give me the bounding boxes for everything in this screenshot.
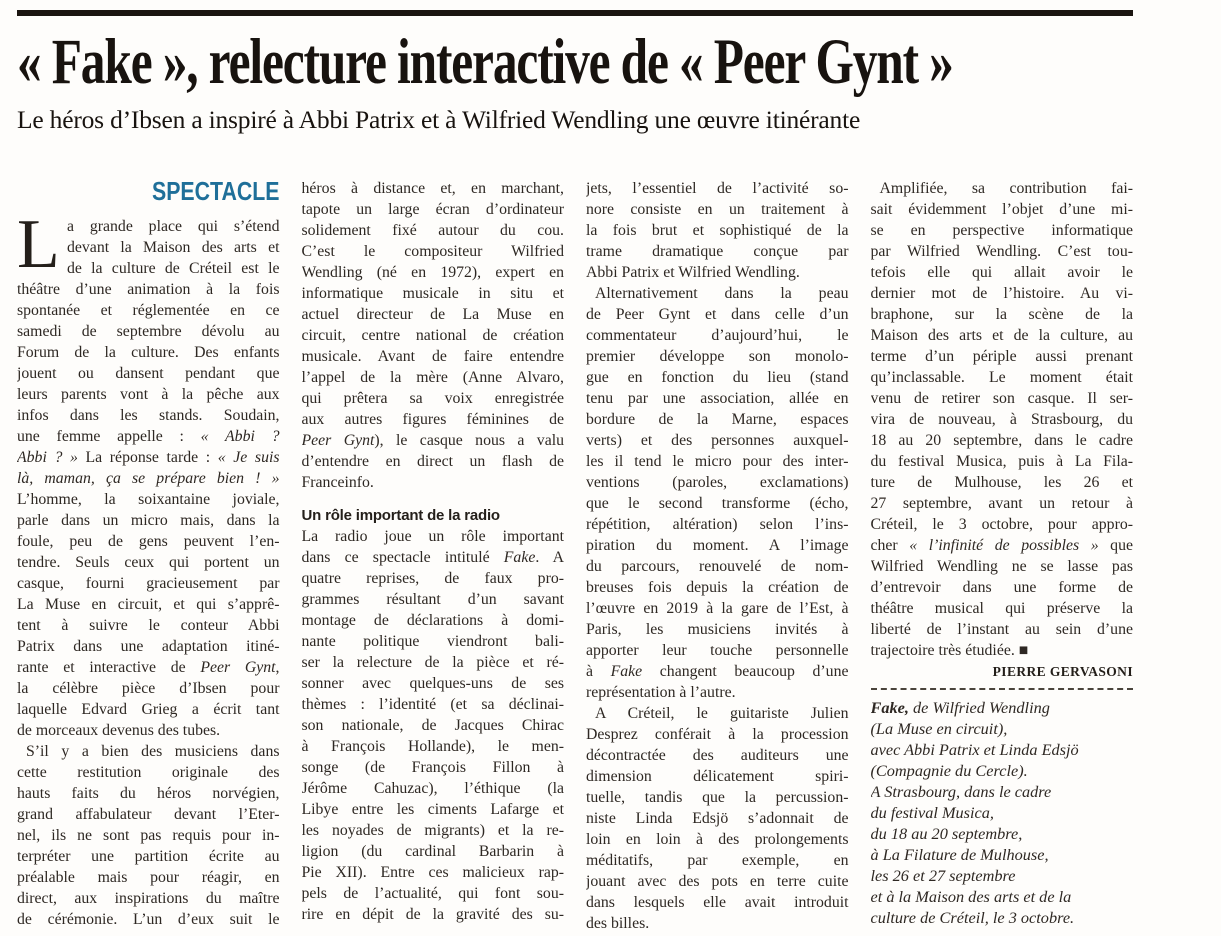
- credit-line: Fake, de Wilfried Wendling: [870, 698, 1050, 717]
- article-headline: [17, 24, 1221, 102]
- body-line: répétition, altération) selon l’ins-: [586, 516, 849, 533]
- body-line: trame dramatique conçue par: [586, 243, 849, 260]
- body-line: héros à distance et, en marchant,: [301, 180, 564, 197]
- section-kicker: [17, 178, 280, 204]
- body-line: hauts faits du héros norvégien,: [17, 785, 280, 802]
- body-line: qu’inclassable. Le moment était: [870, 369, 1133, 386]
- body-line: apporter leur touche personnelle: [586, 642, 849, 659]
- body-line: grammes résultant d’un savant: [301, 591, 564, 608]
- paragraph: [17, 206, 280, 741]
- credit-line: du 18 au 20 septembre,: [870, 824, 1023, 843]
- body-line: une femme appelle : « Abbi ?: [17, 428, 280, 445]
- body-line: méditatifs, par exemple, en: [586, 852, 849, 869]
- body-line: que le second transforme (écho,: [586, 495, 849, 512]
- body-line: nel, ils ne sont pas requis pour in-: [17, 827, 280, 844]
- body-line: dans ce spectacle intitulé Fake. A: [301, 549, 564, 566]
- article-column-2: [302, 178, 565, 936]
- body-line: théâtre d’une animation à la fois: [17, 281, 280, 298]
- body-line: de Peer Gynt et dans celle d’un: [586, 306, 849, 323]
- body-line: sait évidemment l’objet d’une mi-: [870, 201, 1133, 218]
- body-line: se en perspective informatique: [870, 222, 1133, 239]
- body-line: La radio joue un rôle important: [301, 528, 564, 545]
- body-line: ligion (du cardinal Barbarin à: [301, 843, 564, 860]
- credit-line: culture de Créteil, le 3 octobre.: [870, 908, 1075, 927]
- body-line: nante politique viendront bali-: [301, 633, 564, 650]
- article-headline-text: « Fake », relecture interactive de « Peer Gynt »: [17, 26, 953, 98]
- body-line: ser la relecture de la pièce et ré-: [301, 654, 564, 671]
- credit-line: les 26 et 27 septembre: [870, 866, 1016, 885]
- body-line: nore consiste en un traitement à: [586, 201, 849, 218]
- section-subhead: Un rôle important de la radio: [301, 507, 500, 524]
- body-line: rire en dépit de la gravité des su-: [301, 906, 564, 923]
- body-line: Franceinfo.: [301, 474, 374, 491]
- article-column-4: [871, 178, 1134, 936]
- body-line: 27 septembre, avant un retour à: [870, 495, 1133, 512]
- body-line: laquelle Edvard Grieg a écrit tant: [17, 701, 280, 718]
- body-line: d’entrevoir dans une forme de: [870, 579, 1133, 596]
- body-line: thèmes : l’identité (et sa déclinai-: [301, 696, 564, 713]
- body-line: Jérôme Cahuzac), l’éthique (la: [301, 780, 564, 797]
- body-line: montage de déclarations à domi-: [301, 612, 564, 629]
- paragraph: [302, 178, 565, 493]
- body-line: aux autres figures féminines de: [301, 411, 564, 428]
- body-line: Wendling (né en 1972), expert en: [301, 264, 564, 281]
- body-line: premier développe son monolo-: [586, 348, 849, 365]
- credit-line: du festival Musica,: [870, 803, 994, 822]
- body-line: circuit, centre national de création: [301, 327, 564, 344]
- body-line: a grande place qui s’étend: [67, 218, 280, 235]
- body-line: terme d’un périple aussi prenant: [870, 348, 1133, 365]
- body-line: préalable mais pour réagir, en: [17, 869, 280, 886]
- paragraph: [586, 178, 849, 283]
- paragraph: [586, 283, 849, 703]
- top-rule: [17, 10, 1133, 16]
- body-line: Alternativement dans la peau: [595, 285, 849, 302]
- body-line: informatique musicale in situ et: [301, 285, 564, 302]
- body-line: de morceaux devenus des tubes.: [17, 722, 221, 739]
- credit-line: à La Filature de Mulhouse,: [870, 845, 1049, 864]
- paragraph: [17, 741, 280, 930]
- body-line: Paris, les musiciens invités à: [586, 621, 849, 638]
- body-line: tapote un large écran d’ordinateur: [301, 201, 564, 218]
- body-line: la fois brut et sophistiqué de la: [586, 222, 849, 239]
- body-line: quatre reprises, de faux pro-: [301, 570, 564, 587]
- body-line: Wilfried Wendling ne se lasse pas: [870, 558, 1133, 575]
- body-line: trajectoire très étudiée. ■: [870, 642, 1029, 659]
- body-line: là, maman, ça se prépare bien ! »: [17, 470, 280, 487]
- author-byline: PIERRE GERVASONI: [992, 664, 1133, 679]
- paragraph: [302, 526, 565, 925]
- body-line: Libye entre les ciments Lafarge et: [301, 801, 564, 818]
- credits-block: [871, 697, 1134, 928]
- body-line: à Fake changent beaucoup d’une: [586, 663, 849, 680]
- body-line: Abbi ? » La réponse tarde : « Je suis: [17, 449, 280, 466]
- body-line: braphone, sur la scène de la: [870, 306, 1133, 323]
- article-columns: [17, 178, 1133, 936]
- body-line: commentateur d’aujourd’hui, le: [586, 327, 849, 344]
- body-line: dans lesquels elle avait introduit: [586, 894, 849, 911]
- body-line: tuelle, tandis que la percussion-: [586, 789, 849, 806]
- body-line: la célèbre pièce d’Ibsen pour: [17, 680, 280, 697]
- body-line: tent à suivre le conteur Abbi: [17, 617, 280, 634]
- credit-line: (La Muse en circuit),: [870, 719, 1008, 738]
- body-line: d’entendre en direct un flash de: [301, 453, 564, 470]
- body-line: Amplifiée, sa contribution fai-: [879, 180, 1133, 197]
- article-column-1: [17, 178, 280, 936]
- body-line: leurs parents vont à la pêche aux: [17, 386, 280, 403]
- body-line: Peer Gynt), le casque nous a valu: [301, 432, 564, 449]
- body-line: bordure de la Marne, espaces: [586, 411, 849, 428]
- body-line: Forum de la culture. Des enfants: [17, 344, 280, 361]
- body-line: son nationale, de Jacques Chirac: [301, 717, 564, 734]
- credit-line: avec Abbi Patrix et Linda Edsjö: [870, 740, 1079, 759]
- body-line: La Muse en circuit, et qui s’apprê-: [17, 596, 280, 613]
- body-line: venu de retirer son casque. Il ser-: [870, 390, 1133, 407]
- body-line: du parcours, renouvelé de nom-: [586, 558, 849, 575]
- body-line: grand affabulateur devant l’Eter-: [17, 806, 280, 823]
- body-line: tefois elle qui allait avoir le: [870, 264, 1133, 281]
- body-line: rante et interactive de Peer Gynt,: [17, 659, 280, 676]
- body-line: tenu par une association, allée en: [586, 390, 849, 407]
- credit-line: et à la Maison des arts et de la: [870, 887, 1072, 906]
- body-line: jouent ou dansent pendant que: [17, 365, 280, 382]
- body-line: ventions (paroles, exclamations): [586, 474, 849, 491]
- body-line: parle dans un micro mais, dans la: [17, 512, 280, 529]
- body-line: musicale. Avant de faire entendre: [301, 348, 564, 365]
- body-line: dimension délicatement spiri-: [586, 768, 849, 785]
- body-line: décontractée des auditeurs une: [586, 747, 849, 764]
- body-line: A Créteil, le guitariste Julien: [595, 705, 849, 722]
- body-line: songe (de François Fillon à: [301, 759, 564, 776]
- body-line: devant la Maison des arts et: [67, 239, 280, 256]
- body-line: terpréter une partition écrite au: [17, 848, 280, 865]
- body-line: cette restitution originale des: [17, 764, 280, 781]
- article-subheadline: Le héros d’Ibsen a inspiré à Abbi Patrix et à Wilfried Wendling une œuvre itinérante: [17, 105, 861, 134]
- body-line: par Wilfried Wendling. C’est tou-: [870, 243, 1133, 260]
- body-line: foule, peu de gens peuvent l’en-: [17, 533, 280, 550]
- body-line: gue en fonction du lieu (stand: [586, 369, 849, 386]
- body-line: C’est le compositeur Wilfried: [301, 243, 564, 260]
- body-line: loin en loin à des prolongements: [586, 831, 849, 848]
- body-line: du festival Musica, puis à La Fila-: [870, 453, 1133, 470]
- section-kicker-text: SPECTACLE: [151, 178, 280, 206]
- body-line: piration du moment. A l’image: [586, 537, 849, 554]
- drop-cap: L: [17, 206, 60, 283]
- article-column-3: [586, 178, 849, 936]
- body-line: Abbi Patrix et Wilfried Wendling.: [586, 264, 800, 281]
- body-line: de cérémonie. L’un d’eux suit le: [17, 911, 280, 928]
- body-line: sonner avec quelques-uns de ses: [301, 675, 564, 692]
- body-line: niste Linda Edsjö s’adonnait de: [586, 810, 849, 827]
- body-line: ture de Mulhouse, les 26 et: [870, 474, 1133, 491]
- body-line: les il tend le micro pour des inter-: [586, 453, 849, 470]
- body-line: jets, l’essentiel de l’activité so-: [586, 180, 849, 197]
- body-line: Créteil, le 3 octobre, pour appro-: [870, 516, 1133, 533]
- body-line: L’homme, la soixantaine joviale,: [17, 491, 280, 508]
- body-line: casque, fourni gracieusement par: [17, 575, 280, 592]
- body-line: solidement fixé autour du cou.: [301, 222, 564, 239]
- body-line: samedi de septembre dévolu au: [17, 323, 280, 340]
- body-line: S’il y a bien des musiciens dans: [26, 743, 280, 760]
- body-line: les noyades de migrants) et la re-: [301, 822, 564, 839]
- paragraph: [871, 178, 1134, 661]
- body-line: qui prêtera sa voix enregistrée: [301, 390, 564, 407]
- body-line: des billes.: [586, 915, 650, 932]
- body-line: actuel directeur de La Muse en: [301, 306, 564, 323]
- body-line: vira de nouveau, à Strasbourg, du: [870, 411, 1133, 428]
- body-line: l’appel de la mère (Anne Alvaro,: [301, 369, 564, 386]
- body-line: infos dans les stands. Soudain,: [17, 407, 280, 424]
- body-line: Pie XII). Entre ces malicieux rap-: [301, 864, 564, 881]
- body-line: tendre. Seuls ceux qui portent un: [17, 554, 280, 571]
- body-line: théâtre musical qui préserve la: [870, 600, 1133, 617]
- body-line: breuses fois depuis la création de: [586, 579, 849, 596]
- body-line: verts) et des personnes auxquel-: [586, 432, 849, 449]
- body-line: Patrix dans une adaptation itiné-: [17, 638, 280, 655]
- body-line: de la culture de Créteil est le: [67, 260, 280, 277]
- body-line: à François Hollande), le men-: [301, 738, 564, 755]
- body-line: l’œuvre en 2019 à la gare de l’Est, à: [586, 600, 849, 617]
- body-line: 18 au 20 septembre, dans le cadre: [870, 432, 1133, 449]
- dashed-divider: [871, 688, 1134, 690]
- body-line: représentation à l’autre.: [586, 684, 736, 701]
- body-line: dernier mot de l’histoire. Au vi-: [870, 285, 1133, 302]
- credit-line: (Compagnie du Cercle).: [870, 761, 1028, 780]
- body-line: pels de l’actualité, qui font sou-: [301, 885, 564, 902]
- body-line: direct, aux inspirations du maître: [17, 890, 280, 907]
- body-line: Desprez conférait à la procession: [586, 726, 849, 743]
- body-line: spontanée et réglementée en ce: [17, 302, 280, 319]
- body-line: jouant avec des pots en terre cuite: [586, 873, 849, 890]
- credit-line: A Strasbourg, dans le cadre: [870, 782, 1052, 801]
- body-line: Maison des arts et de la culture, au: [870, 327, 1133, 344]
- body-line: cher « l’infinité de possibles » que: [870, 537, 1133, 554]
- body-line: liberté de l’instant au sein d’une: [870, 621, 1133, 638]
- paragraph: [586, 703, 849, 934]
